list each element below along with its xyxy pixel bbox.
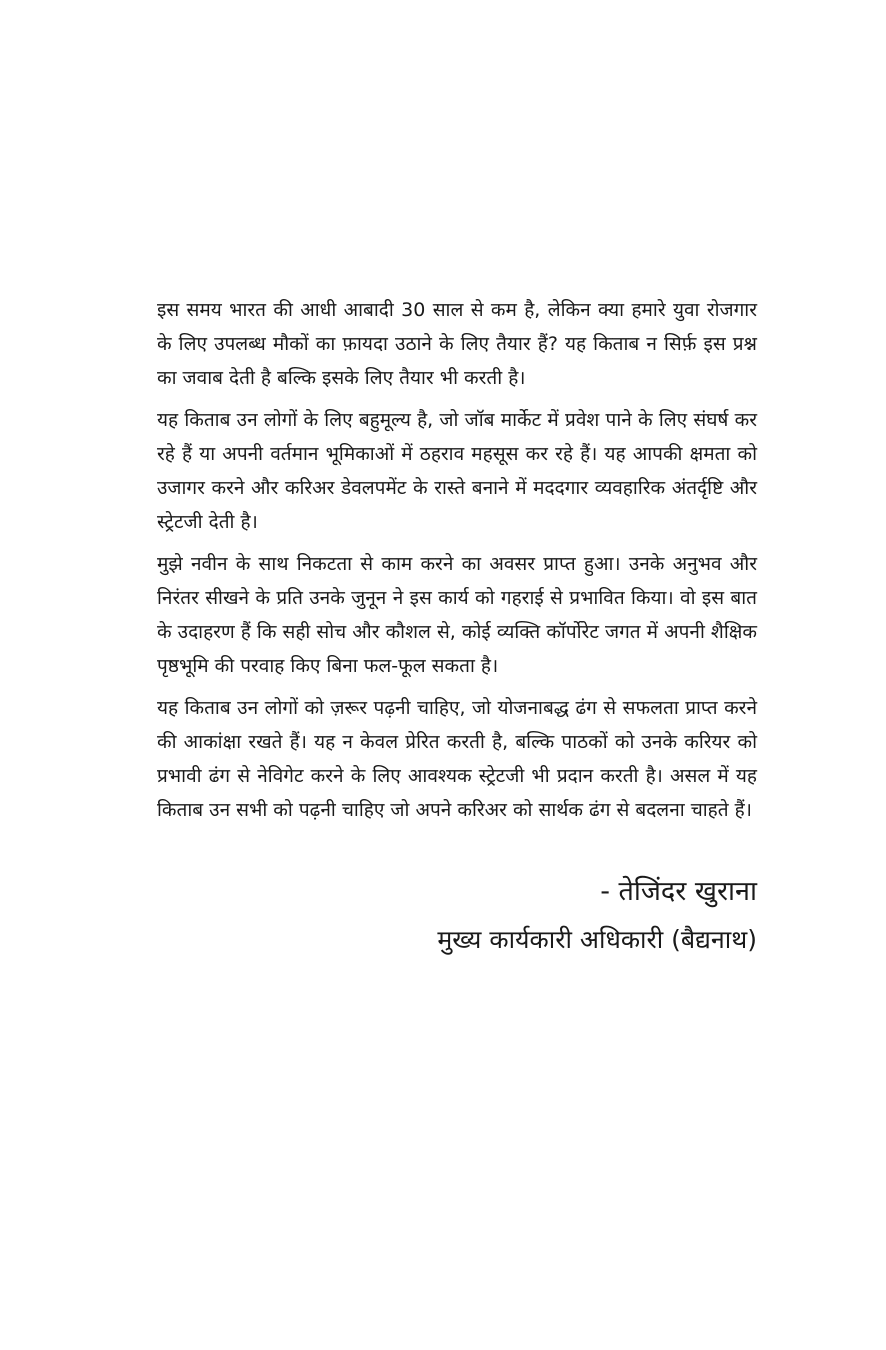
signature-title: मुख्य कार्यकारी अधिकारी (बैद्यनाथ) bbox=[437, 925, 757, 954]
foreword-paragraph-4: यह किताब उन लोगों को ज़रूर पढ़नी चाहिए, जो योजनाबद्ध ढंग से सफलता प्राप्त करने की आकांक्षा रखते हैं। यह न केवल प्रेरित करती है, बल्कि पाठकों को उनके करियर को प्रभावी ढंग से नेविगेट करने के लिए आवश्यक स्ट्रेटजी भी प्रदान करती है। असल में यह किताब उन सभी को पढ़नी चाहिए जो अपने करिअर को सार्थक ढंग से बदलना चाहते हैं। bbox=[157, 697, 757, 821]
foreword-paragraph-3: मुझे नवीन के साथ निकटता से काम करने का अवसर प्राप्त हुआ। उनके अनुभव और निरंतर सीखने के प्रति उनके जुनून ने इस कार्य को गहराई से प्रभावित किया। वो इस बात के उदाहरण हैं कि सही सोच और कौशल से, कोई व्यक्ति कॉर्पोरेट जगत में अपनी शैक्षिक पृष्ठभूमि की परवाह किए बिना फल-फूल सकता है। bbox=[157, 553, 757, 677]
foreword-paragraph-2: यह किताब उन लोगों के लिए बहुमूल्य है, जो जॉब मार्केट में प्रवेश पाने के लिए संघर्ष कर रहे हैं या अपनी वर्तमान भूमिकाओं में ठहराव महसूस कर रहे हैं। यह आपकी क्षमता को उजागर करने और करिअर डेवलपमेंट के रास्ते बनाने में मददगार व्यवहारिक अंतर्दृष्टि और स्ट्रेटजी देती है। bbox=[157, 409, 757, 533]
foreword-body bbox=[157, 293, 757, 835]
signature-name: - तेजिंदर खुराना bbox=[600, 876, 757, 907]
foreword-paragraph-1: इस समय भारत की आधी आबादी 30 साल से कम है, लेकिन क्या हमारे युवा रोजगार के लिए उपलब्ध मौकों का फ़ायदा उठाने के लिए तैयार हैं? यह किताब न सिर्फ़ इस प्रश्न का जवाब देती है बल्कि इसके लिए तैयार भी करती है। bbox=[157, 299, 757, 389]
